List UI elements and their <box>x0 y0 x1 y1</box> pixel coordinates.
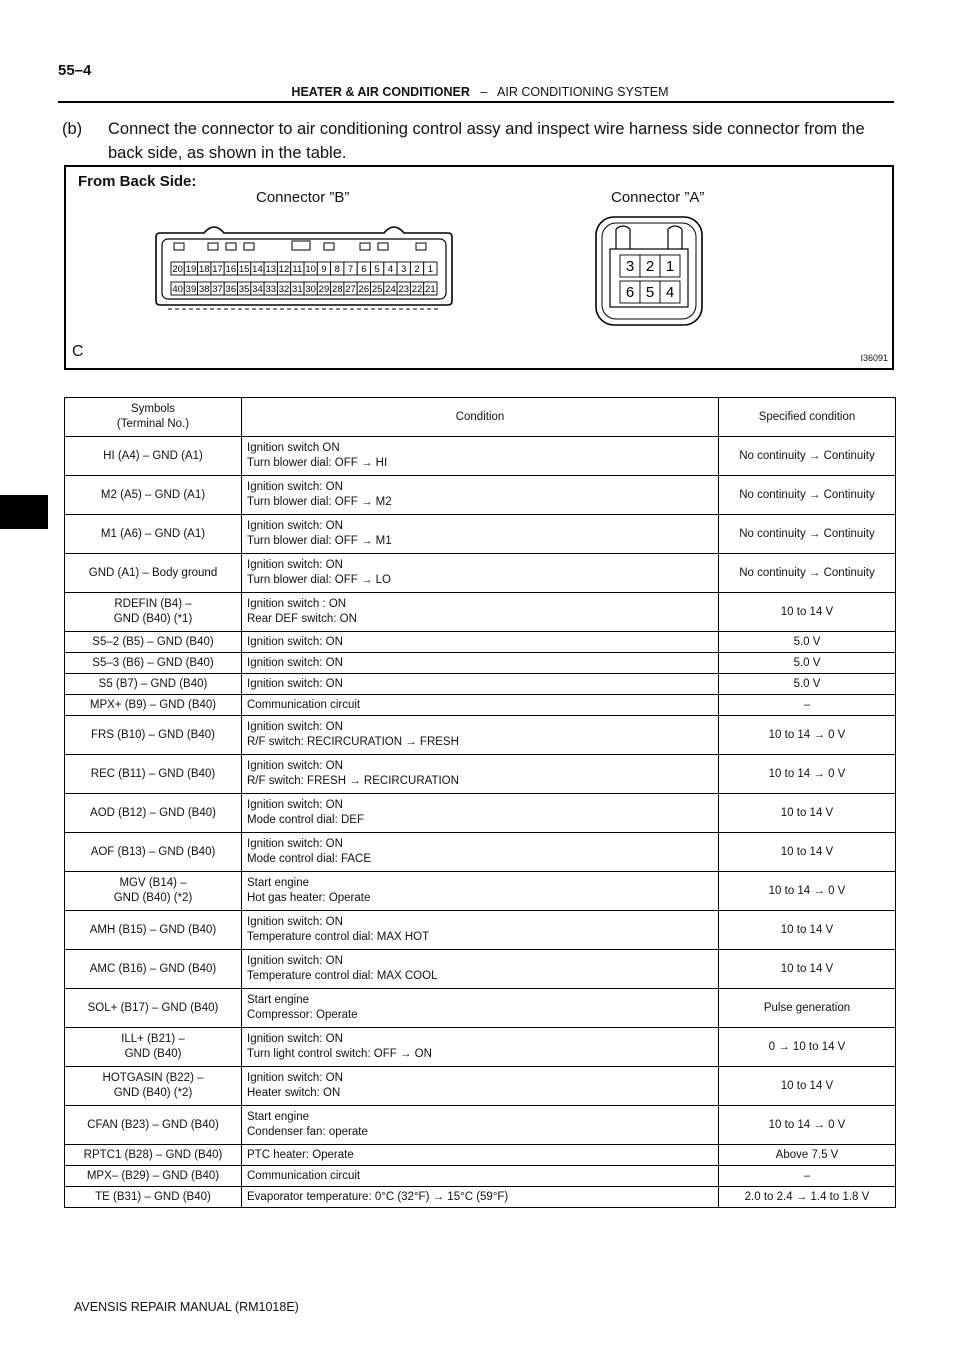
terminal-symbol-line: S5–3 (B6) – GND (B40) <box>92 656 214 669</box>
terminal-symbol-cell <box>65 653 242 674</box>
condition-cell <box>242 515 719 554</box>
connector-pin-number: 32 <box>278 284 290 295</box>
connector-pin <box>251 262 264 275</box>
terminal-symbol-line: S5 (B7) – GND (B40) <box>98 677 208 690</box>
condition-line: Hot gas heater: Operate <box>247 892 371 904</box>
terminal-symbol-cell <box>65 695 242 716</box>
connector-pin <box>238 282 251 295</box>
connector-pin-number: 27 <box>345 284 356 295</box>
connector-pin-number: 2 <box>414 264 420 275</box>
connector-pin-number: 19 <box>185 264 197 275</box>
connector-pin-number: 18 <box>198 264 210 275</box>
connector-pin <box>277 262 290 275</box>
connector-pin <box>184 262 197 275</box>
condition-line: Ignition switch: ON <box>247 721 343 733</box>
connector-pin <box>371 282 384 295</box>
terminal-symbol-cell <box>65 911 242 950</box>
connector-pin-number: 30 <box>305 284 316 295</box>
instruction-tag: (b) <box>62 120 83 138</box>
condition-cell <box>242 794 719 833</box>
connector-pin-number: 15 <box>238 264 250 275</box>
condition-line: Ignition switch: ON <box>247 838 343 850</box>
connector-b-top-pin-row <box>171 262 437 275</box>
terminal-symbol-line: S5–2 (B5) – GND (B40) <box>92 635 214 648</box>
connector-pin-number: 3 <box>401 264 407 275</box>
connector-pin-number: 31 <box>292 284 303 295</box>
terminal-symbol-cell <box>65 989 242 1028</box>
footer-manual-id: AVENSIS REPAIR MANUAL (RM1018E) <box>74 1300 299 1314</box>
terminal-symbol-line: CFAN (B23) – GND (B40) <box>87 1118 219 1131</box>
condition-line: Ignition switch: ON <box>247 656 343 669</box>
condition-line: Ignition switch : ON <box>247 598 347 610</box>
connector-a-label: Connector ”A” <box>611 189 705 206</box>
terminal-symbol-cell <box>65 554 242 593</box>
condition-cell <box>242 911 719 950</box>
connector-pin <box>198 262 211 275</box>
connector-pin-number: 10 <box>305 264 316 275</box>
table-row <box>65 950 896 989</box>
connector-pin-number: 11 <box>292 264 303 275</box>
terminal-symbol-line: AOD (B12) – GND (B40) <box>90 806 216 819</box>
condition-column-header: Condition <box>242 398 719 437</box>
connector-pin-number: 34 <box>252 284 263 295</box>
table-row <box>65 515 896 554</box>
table-row <box>65 695 896 716</box>
terminal-symbol-line: FRS (B10) – GND (B40) <box>91 728 215 741</box>
connector-pin-number: 14 <box>252 264 263 275</box>
condition-line: Turn light control switch: OFF → ON <box>247 1048 432 1060</box>
table-row <box>65 755 896 794</box>
terminal-symbol-cell <box>65 1067 242 1106</box>
connector-figure <box>64 165 894 370</box>
condition-line: Ignition switch ON <box>247 442 340 454</box>
specified-condition-cell: 10 to 14 V <box>719 911 896 950</box>
condition-line: Evaporator temperature: 0°C (32°F) → 15°C (59°F) <box>247 1190 509 1203</box>
connector-pin-number: 6 <box>361 264 367 275</box>
specified-column-header: Specified condition <box>719 398 896 437</box>
table-row <box>65 632 896 653</box>
figure-id: I36091 <box>860 353 888 363</box>
connector-pin <box>620 281 640 303</box>
table-row <box>65 437 896 476</box>
condition-line: Ignition switch: ON <box>247 799 343 811</box>
specified-condition-cell: 10 to 14 V <box>719 950 896 989</box>
table-header-row <box>65 398 896 437</box>
connector-pin <box>397 282 410 295</box>
connector-pin-number: 7 <box>347 264 354 275</box>
table-row <box>65 554 896 593</box>
terminal-symbol-cell <box>65 794 242 833</box>
terminal-symbol-cell <box>65 476 242 515</box>
connector-pin-number: 37 <box>212 284 223 295</box>
condition-line: Start engine <box>247 1111 310 1123</box>
terminal-symbol-line: MGV (B14) – <box>119 877 187 889</box>
connector-pin-number: 4 <box>665 284 675 301</box>
specified-condition-cell: Above 7.5 V <box>719 1145 896 1166</box>
terminal-symbol-cell <box>65 1106 242 1145</box>
specified-condition-cell: No continuity → Continuity <box>719 437 896 476</box>
condition-cell <box>242 437 719 476</box>
connector-pin-number: 35 <box>238 284 250 295</box>
connector-b-label: Connector ”B” <box>256 189 350 206</box>
connector-pin <box>184 282 197 295</box>
terminal-symbol-line: TE (B31) – GND (B40) <box>95 1190 211 1203</box>
terminal-symbol-line: AOF (B13) – GND (B40) <box>90 845 216 858</box>
connector-b-bottom-pin-row <box>171 282 437 295</box>
table-row <box>65 794 896 833</box>
connector-pin <box>384 262 397 275</box>
table-row <box>65 653 896 674</box>
connector-pin-number: 29 <box>318 284 330 295</box>
terminal-symbol-cell <box>65 515 242 554</box>
specified-condition-cell: 10 to 14 V <box>719 833 896 872</box>
connector-pin-number: 39 <box>185 284 197 295</box>
condition-line: Ignition switch: ON <box>247 760 343 772</box>
specified-condition-cell: 10 to 14 → 0 V <box>719 1106 896 1145</box>
connector-pin-number: 1 <box>427 264 433 275</box>
connector-pin <box>291 282 304 295</box>
connector-pin-number: 23 <box>398 284 410 295</box>
terminal-symbol-line: MPX– (B29) – GND (B40) <box>86 1169 220 1182</box>
connector-pin-number: 25 <box>371 284 383 295</box>
connector-pin <box>198 282 211 295</box>
condition-line: Start engine <box>247 994 310 1006</box>
connector-a-drawing <box>594 215 704 327</box>
terminal-symbol-cell <box>65 674 242 695</box>
condition-line: Condenser fan: operate <box>247 1126 368 1138</box>
header-subsection: AIR CONDITIONING SYSTEM <box>497 85 669 99</box>
connector-pin-number: 38 <box>198 284 210 295</box>
table-row <box>65 716 896 755</box>
specified-condition-cell: 10 to 14 V <box>719 593 896 632</box>
connector-pin-number: 5 <box>374 264 380 275</box>
specified-condition-cell: 2.0 to 2.4 → 1.4 to 1.8 V <box>719 1187 896 1208</box>
connector-pin-number: 36 <box>225 284 237 295</box>
terminal-symbol-cell <box>65 716 242 755</box>
condition-cell <box>242 1166 719 1187</box>
terminal-symbol-line: HOTGASIN (B22) – <box>102 1072 204 1084</box>
condition-cell <box>242 1145 719 1166</box>
symbols-column-header: Symbols (Terminal No.) <box>65 398 242 437</box>
figure-corner-letter: C <box>72 343 84 360</box>
condition-line: Ignition switch: ON <box>247 955 343 967</box>
condition-cell <box>242 872 719 911</box>
connector-pin <box>344 262 357 275</box>
connector-pin-number: 4 <box>387 264 394 275</box>
condition-line: Ignition switch: ON <box>247 520 343 532</box>
connector-pin <box>640 255 660 277</box>
connector-pin <box>371 262 384 275</box>
connector-pin <box>224 262 237 275</box>
connector-pin-number: 40 <box>172 284 183 295</box>
condition-cell <box>242 476 719 515</box>
connector-pin <box>251 282 264 295</box>
terminal-symbol-line: AMH (B15) – GND (B40) <box>89 923 217 936</box>
connector-pin <box>410 262 423 275</box>
connector-pin-number: 16 <box>225 264 237 275</box>
terminal-symbol-cell <box>65 632 242 653</box>
terminal-symbol-cell <box>65 872 242 911</box>
specified-condition-cell: 10 to 14 V <box>719 794 896 833</box>
table-row <box>65 872 896 911</box>
condition-cell <box>242 716 719 755</box>
connector-pin <box>264 282 277 295</box>
connector-pin-number: 8 <box>334 264 340 275</box>
section-tab-marker <box>0 495 48 529</box>
header-separator: – <box>480 85 488 99</box>
connector-pin-number: 24 <box>385 284 396 295</box>
specified-condition-cell: 0 → 10 to 14 V <box>719 1028 896 1067</box>
connector-pin <box>304 262 317 275</box>
condition-line: Communication circuit <box>247 698 361 711</box>
connector-pin <box>291 262 304 275</box>
terminal-symbol-cell <box>65 755 242 794</box>
connector-pin <box>660 255 680 277</box>
specified-condition-cell: 10 to 14 → 0 V <box>719 755 896 794</box>
condition-line: Ignition switch: ON <box>247 635 343 648</box>
connector-pin <box>331 262 344 275</box>
table-row <box>65 1166 896 1187</box>
condition-cell <box>242 1187 719 1208</box>
terminal-symbol-line: GND (B40) (*2) <box>113 892 193 904</box>
condition-line: Turn blower dial: OFF → M1 <box>247 535 392 547</box>
terminal-symbol-cell <box>65 593 242 632</box>
specified-condition-cell: 10 to 14 V <box>719 1067 896 1106</box>
connector-pin <box>317 262 330 275</box>
terminal-symbol-line: REC (B11) – GND (B40) <box>90 767 216 780</box>
terminal-symbol-line: M1 (A6) – GND (A1) <box>100 527 206 540</box>
condition-line: Turn blower dial: OFF → LO <box>247 574 392 586</box>
connector-pin <box>397 262 410 275</box>
table-row <box>65 674 896 695</box>
terminal-symbol-cell <box>65 1028 242 1067</box>
terminal-symbol-line: RDEFIN (B4) – <box>114 598 192 610</box>
condition-line: PTC heater: Operate <box>247 1148 354 1161</box>
header-section: HEATER & AIR CONDITIONER <box>291 85 470 99</box>
terminal-symbol-cell <box>65 1187 242 1208</box>
condition-line: Ignition switch: ON <box>247 677 343 690</box>
figure-view-label: From Back Side: <box>78 173 197 190</box>
instruction-text: Connect the connector to air conditioning control assy and inspect wire harness side connector from the back side, as shown in the table. <box>108 120 865 162</box>
connector-pin <box>211 282 224 295</box>
condition-line: Turn blower dial: OFF → HI <box>247 457 388 469</box>
connector-pin-number: 13 <box>265 264 277 275</box>
table-row <box>65 476 896 515</box>
terminal-symbol-line: GND (B40) (*1) <box>113 613 193 625</box>
terminal-symbol-cell <box>65 950 242 989</box>
condition-line: Start engine <box>247 877 310 889</box>
connector-pin-number: 22 <box>411 284 423 295</box>
condition-line: Ignition switch: ON <box>247 559 343 571</box>
specified-condition-cell: Pulse generation <box>719 989 896 1028</box>
connector-pin <box>344 282 357 295</box>
condition-line: Compressor: Operate <box>247 1009 358 1021</box>
specified-condition-cell: No continuity → Continuity <box>719 476 896 515</box>
page-number: 55–4 <box>58 62 92 79</box>
terminal-symbol-line: GND (B40) (*2) <box>113 1087 193 1099</box>
connector-pin-number: 9 <box>321 264 327 275</box>
connector-pin <box>171 282 184 295</box>
specified-condition-cell: No continuity → Continuity <box>719 554 896 593</box>
terminal-symbol-line: GND (A1) – Body ground <box>88 566 218 579</box>
condition-line: R/F switch: FRESH → RECIRCURATION <box>247 775 459 787</box>
connector-pin-number: 2 <box>645 258 655 275</box>
connector-pin <box>410 282 423 295</box>
condition-cell <box>242 653 719 674</box>
condition-cell <box>242 674 719 695</box>
condition-cell <box>242 833 719 872</box>
connector-pin-number: 17 <box>212 264 223 275</box>
condition-line: Ignition switch: ON <box>247 1033 343 1045</box>
terminal-symbol-line: RPTC1 (B28) – GND (B40) <box>83 1148 223 1161</box>
connector-a-top-pin-row <box>620 255 680 277</box>
specified-condition-cell: – <box>719 695 896 716</box>
specified-condition-cell: 5.0 V <box>719 674 896 695</box>
connector-pin <box>224 282 237 295</box>
connector-pin <box>357 282 370 295</box>
connector-pin-number: 1 <box>665 258 675 275</box>
condition-cell <box>242 989 719 1028</box>
connector-pin-number: 33 <box>265 284 277 295</box>
specified-condition-cell: No continuity → Continuity <box>719 515 896 554</box>
terminal-symbol-line: SOL+ (B17) – GND (B40) <box>87 1001 219 1014</box>
connector-pin <box>620 255 640 277</box>
condition-line: Temperature control dial: MAX COOL <box>247 970 438 982</box>
table-row <box>65 1028 896 1067</box>
condition-line: Mode control dial: DEF <box>247 814 364 826</box>
connector-pin <box>211 262 224 275</box>
condition-line: Heater switch: ON <box>247 1087 341 1099</box>
terminal-symbol-line: ILL+ (B21) – <box>121 1033 185 1045</box>
terminal-symbol-line: MPX+ (B9) – GND (B40) <box>89 698 217 711</box>
inspection-table <box>64 397 896 1208</box>
terminal-symbol-cell <box>65 833 242 872</box>
connector-pin <box>238 262 251 275</box>
condition-cell <box>242 695 719 716</box>
connector-pin <box>640 281 660 303</box>
connector-pin <box>304 282 317 295</box>
condition-line: Rear DEF switch: ON <box>247 613 357 625</box>
condition-cell <box>242 950 719 989</box>
connector-pin-number: 21 <box>425 284 436 295</box>
connector-pin-number: 26 <box>358 284 370 295</box>
condition-cell <box>242 755 719 794</box>
condition-cell <box>242 1106 719 1145</box>
table-row <box>65 1145 896 1166</box>
table-row <box>65 833 896 872</box>
condition-cell <box>242 554 719 593</box>
condition-line: Ignition switch: ON <box>247 481 343 493</box>
table-row <box>65 1187 896 1208</box>
terminal-symbol-line: HI (A4) – GND (A1) <box>103 449 203 462</box>
connector-pin <box>424 282 437 295</box>
connector-a-bottom-pin-row <box>620 281 680 303</box>
connector-pin-number: 3 <box>625 258 635 275</box>
connector-pin <box>384 282 397 295</box>
table-row <box>65 593 896 632</box>
condition-line: Ignition switch: ON <box>247 1072 343 1084</box>
condition-cell <box>242 1067 719 1106</box>
condition-cell <box>242 593 719 632</box>
terminal-symbol-cell <box>65 1166 242 1187</box>
condition-line: Mode control dial: FACE <box>247 853 372 865</box>
specified-condition-cell: 10 to 14 → 0 V <box>719 716 896 755</box>
specified-condition-cell: 10 to 14 → 0 V <box>719 872 896 911</box>
condition-line: Communication circuit <box>247 1169 361 1182</box>
header-title <box>0 85 960 99</box>
terminal-symbol-cell <box>65 437 242 476</box>
connector-pin <box>424 262 437 275</box>
header-rule <box>58 101 894 103</box>
table-row <box>65 1106 896 1145</box>
connector-pin <box>171 262 184 275</box>
connector-pin <box>331 282 344 295</box>
specified-condition-cell: – <box>719 1166 896 1187</box>
terminal-symbol-line: GND (B40) <box>124 1048 182 1060</box>
terminal-symbol-line: AMC (B16) – GND (B40) <box>89 962 217 975</box>
connector-pin <box>277 282 290 295</box>
condition-line: Temperature control dial: MAX HOT <box>247 931 430 943</box>
connector-pin-number: 12 <box>278 264 290 275</box>
condition-line: Ignition switch: ON <box>247 916 343 928</box>
table-row <box>65 911 896 950</box>
connector-pin-number: 20 <box>172 264 183 275</box>
connector-pin <box>264 262 277 275</box>
condition-line: R/F switch: RECIRCURATION → FRESH <box>247 736 459 748</box>
connector-pin-number: 5 <box>645 284 655 301</box>
terminal-symbol-line: M2 (A5) – GND (A1) <box>100 488 206 501</box>
instruction-paragraph <box>62 117 894 165</box>
connector-pin-number: 28 <box>331 284 343 295</box>
table-row <box>65 1067 896 1106</box>
table-row <box>65 989 896 1028</box>
condition-line: Turn blower dial: OFF → M2 <box>247 496 392 508</box>
connector-pin-number: 6 <box>625 284 635 301</box>
condition-cell <box>242 632 719 653</box>
connector-pin <box>317 282 330 295</box>
condition-cell <box>242 1028 719 1067</box>
specified-condition-cell: 5.0 V <box>719 653 896 674</box>
connector-pin <box>357 262 370 275</box>
terminal-symbol-cell <box>65 1145 242 1166</box>
connector-b-drawing <box>154 219 454 319</box>
connector-pin <box>660 281 680 303</box>
specified-condition-cell: 5.0 V <box>719 632 896 653</box>
